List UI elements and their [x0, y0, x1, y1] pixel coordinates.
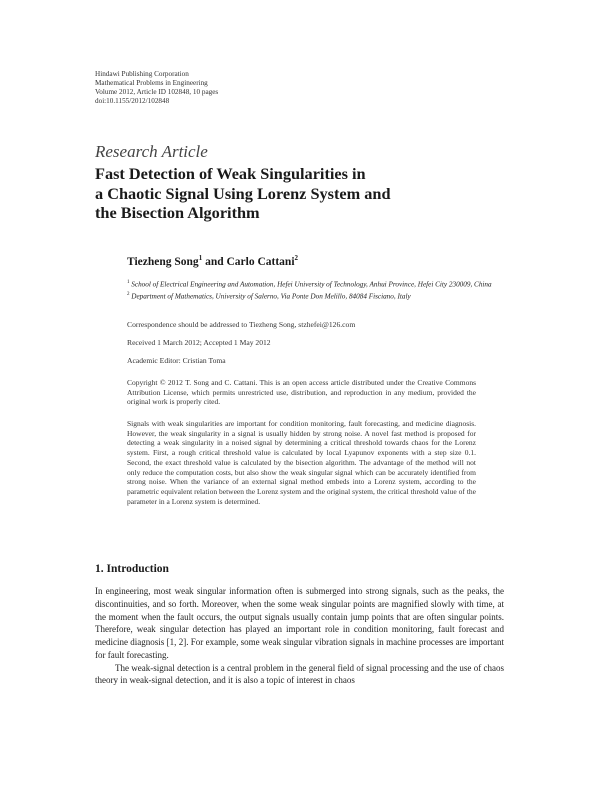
- copyright-notice: Copyright © 2012 T. Song and C. Cattani. This is an open access article distributed under the Creative Commons Attribution License, which permits unrestricted use, distribution, and reproduction in any medium, provided the original work is properly cited.: [127, 378, 476, 407]
- affiliation-mark: 1: [198, 254, 203, 262]
- author-connector: and: [202, 255, 227, 268]
- journal-header: [95, 70, 395, 106]
- volume-info: Volume 2012, Article ID 102848, 10 pages: [95, 88, 219, 96]
- article-type: Research Article: [95, 142, 208, 161]
- affiliation-item: $^1$ School of Electrical Engineering and Automation, Hefei University of Technology, Anhui Province, Hefei City 230009, China: [127, 280, 492, 289]
- affiliation-item: $^2$ Department of Mathematics, University of Salerno, Via Ponte Don Melillo, 84084 Fisciano, Italy: [127, 291, 411, 301]
- affiliation-mark: 2: [294, 254, 299, 262]
- paragraph: The weak-signal detection is a central problem in the general field of signal processing and the use of chaos theory in weak-signal detection, and it is also a topic of interest in chaos: [95, 662, 504, 686]
- journal-name: Mathematical Problems in Engineering: [95, 79, 208, 87]
- title-line-1: Fast Detection of Weak Singularities in: [95, 164, 366, 183]
- doi-line: doi:10.1155/2012/102848: [95, 97, 170, 105]
- section-body: [95, 585, 504, 687]
- title-line-2: a Chaotic Signal Using Lorenz System and: [95, 183, 391, 203]
- author-name: Carlo Cattani: [226, 255, 295, 268]
- title-line-3: the Bisection Algorithm: [95, 203, 260, 222]
- received-accepted-dates: Received 1 March 2012; Accepted 1 May 2012: [127, 338, 271, 347]
- author-name: Tiezheng Song: [127, 255, 199, 268]
- academic-editor: Academic Editor: Cristian Toma: [127, 356, 226, 365]
- section-heading: 1. Introduction: [95, 563, 169, 575]
- publisher-line: Hindawi Publishing Corporation: [95, 70, 189, 78]
- author-list: [127, 254, 507, 268]
- correspondence: Correspondence should be addressed to Tiezheng Song, stzhefei@126.com: [127, 320, 356, 329]
- paragraph: In engineering, most weak singular information often is submerged into strong signals, such as the peaks, the discontinuities, and so forth. Moreover, when the some weak singular points are magnified slowly with time, at the moment when the fault occurs, the output signals usually contain jump points that are often singular points. Therefore, weak singular detection has played an important role in condition monitoring, fault forecast and medicine diagnosis [1, 2]. For example, some weak singular vibration signals in machine processes are important for fault forecasting.: [95, 586, 504, 660]
- abstract: Signals with weak singularities are important for condition monitoring, fault forecasting, and medicine diagnosis. However, the weak singularity in a signal is usually hidden by strong noise. A novel fast method is proposed for detecting a weak singularity in a noised signal by determining a critical threshold towards chaos for the Lorenz system. First, a rough critical threshold value is calculated by local Lyapunov exponents with a step size 0.1. Second, the exact threshold value is calculated by the bisection algorithm. The advantage of the method will not only reduce the computation costs, but also show the weak singular signal which can be accurately identified from strong noise. When the variance of an external signal method embeds into a Lorenz system, according to the parametric equivalent relation between the Lorenz system and the original system, the critical threshold value of the parameter in a Lorenz system is determined.: [127, 419, 476, 506]
- affiliations: [127, 278, 507, 302]
- article-title: [95, 164, 515, 223]
